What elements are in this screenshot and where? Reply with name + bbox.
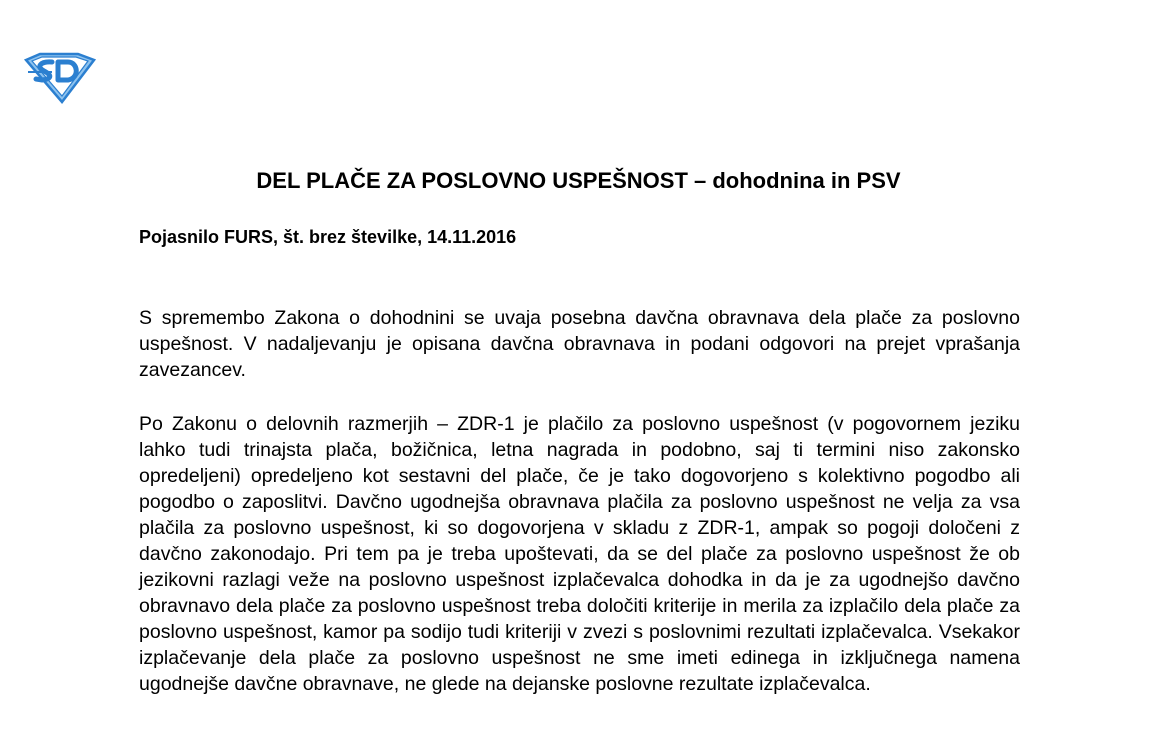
document-title: DEL PLAČE ZA POSLOVNO USPEŠNOST – dohodnina in PSV — [256, 168, 901, 193]
sd-shield-logo-icon — [22, 52, 96, 104]
paragraph-1: S spremembo Zakona o dohodnini se uvaja posebna davčna obravnava dela plače za poslovno uspešnost. V nadaljevanju je opisana davčna obravnava in podani odgovori na prejet vprašanja zavezancev. — [139, 307, 1020, 381]
document-subtitle: Pojasnilo FURS, št. brez številke, 14.11.2016 — [139, 227, 517, 247]
paragraph-2: Po Zakonu o delovnih razmerjih – ZDR-1 je plačilo za poslovno uspešnost (v pogovornem jeziku lahko tudi trinajsta plača, božičnica, letna nagrada in podobno, saj ti termini niso zakonsko opredeljeni) opredeljeno kot sestavni del plače, če je tako dogovorjeno s kolektivno pogodbo ali pogodbo o zaposlitvi. Davčno ugodnejša obravnava plačila za poslovno uspešnost ne velja za vsa plačila za poslovno uspešnost, ki so dogovorjena v skladu z ZDR-1, ampak so pogoji določeni z davčno zakonodajo. Pri tem pa je treba upoštevati, da se del plače za poslovno uspešnost že ob jezikovni razlagi veže na poslovno uspešnost izplačevalca dohodka in da je za ugodnejšo davčno obravnavo dela plače za poslovno uspešnost treba določiti kriterije in merila za izplačilo dela plače za poslovno uspešnost, kamor pa sodijo tudi kriteriji v zvezi s poslovnimi rezultati izplačevalca. Vsekakor izplačevanje dela plače za poslovno uspešnost ne sme imeti edinega in izključnega namena ugodnejše davčne obravnave, ne glede na dejanske poslovne rezultate izplačevalca. — [139, 413, 1020, 695]
